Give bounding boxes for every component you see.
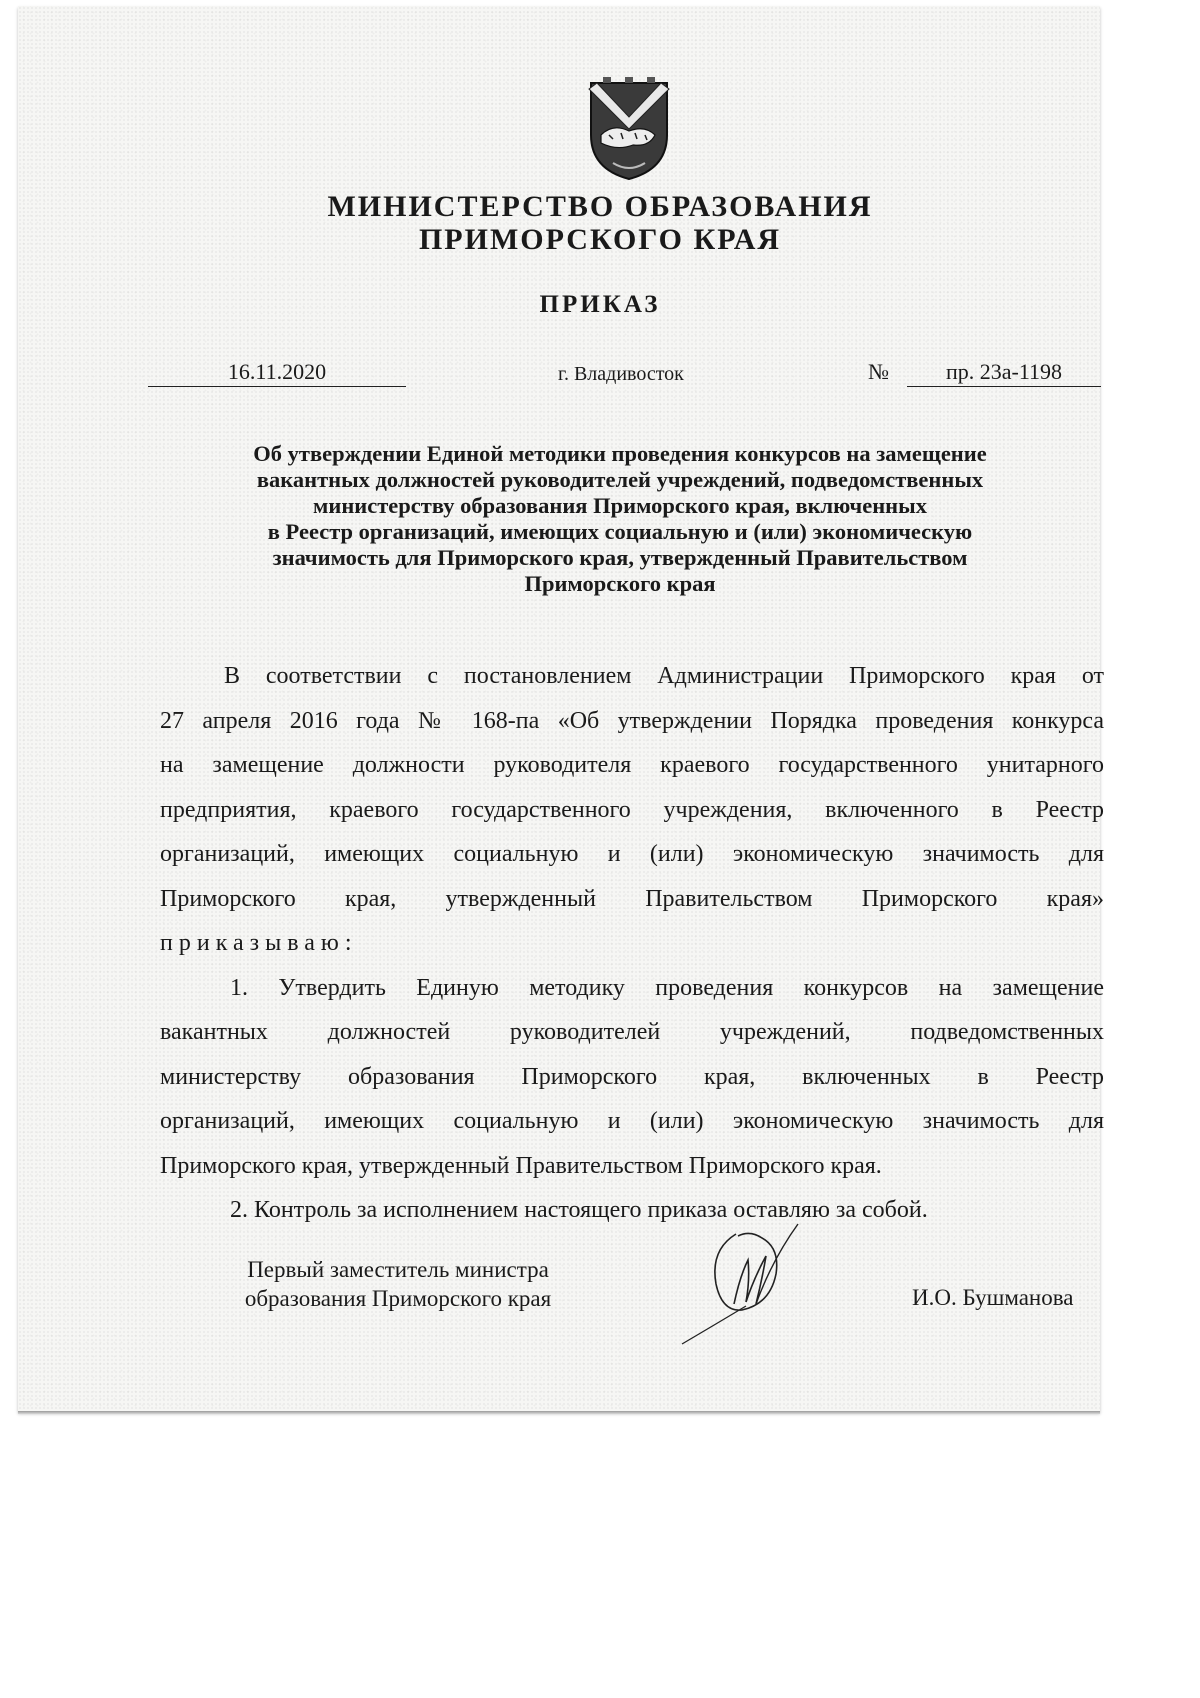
order-number: пр. 23а-1198 xyxy=(907,358,1101,387)
ministry-name-line1: МИНИСТЕРСТВО ОБРАЗОВАНИЯ xyxy=(327,190,873,223)
order-date: 16.11.2020 xyxy=(148,358,406,387)
handwritten-signature-icon xyxy=(676,1220,826,1348)
subject-line: Об утверждении Единой методики проведения конкурсов на замещение xyxy=(253,441,987,466)
number-sign: № xyxy=(868,359,889,384)
subject-line: Приморского края xyxy=(524,571,716,596)
preamble-line: 27 апреля 2016 года № 168-па «Об утверждении Порядка проведения конкурса xyxy=(160,707,1104,734)
page-edge xyxy=(18,1411,1100,1414)
ministry-name-line2: ПРИМОРСКОГО КРАЯ xyxy=(418,223,782,256)
order-word: приказываю: xyxy=(160,930,358,956)
signatory-name: И.О. Бушманова xyxy=(912,1285,1074,1310)
order-subject xyxy=(150,441,1090,597)
document-type-title: ПРИКАЗ xyxy=(539,291,661,318)
coat-of-arms-icon xyxy=(583,77,675,181)
signatory-position-line: Первый заместитель министра xyxy=(247,1257,549,1282)
preamble-line: на замещение должности руководителя краевого государственного унитарного xyxy=(160,752,1104,778)
order-city: г. Владивосток xyxy=(558,363,684,385)
item1-line: Приморского края, утвержденный Правительством Приморского края. xyxy=(160,1152,882,1179)
preamble-line: организаций, имеющих социальную и (или) экономическую значимость для xyxy=(160,841,1104,867)
subject-line: министерству образования Приморского края, включенных xyxy=(313,493,927,518)
preamble-line: Приморского края, утвержденный Правительством Приморского края» xyxy=(160,885,1104,912)
item1-line: министерству образования Приморского края, включенных в Реестр xyxy=(160,1063,1104,1090)
item1-line: вакантных должностей руководителей учреждений, подведомственных xyxy=(160,1019,1104,1045)
signatory-position xyxy=(208,1255,588,1313)
subject-line: значимость для Приморского края, утвержденный Правительством xyxy=(272,545,968,570)
item2-line: 2. Контроль за исполнением настоящего приказа оставляю за собой. xyxy=(230,1197,928,1223)
item1-line: организаций, имеющих социальную и (или) экономическую значимость для xyxy=(160,1108,1104,1134)
preamble-line: предприятия, краевого государственного учреждения, включенного в Реестр xyxy=(160,796,1104,823)
preamble-line: В соответствии с постановлением Администрации Приморского края от xyxy=(224,663,1104,689)
subject-line: в Реестр организаций, имеющих социальную и (или) экономическую xyxy=(267,519,973,544)
order-body xyxy=(160,654,1104,1233)
signatory-position-line: образования Приморского края xyxy=(244,1286,552,1311)
subject-line: вакантных должностей руководителей учреждений, подведомственных xyxy=(256,467,984,492)
item1-line: 1. Утвердить Единую методику проведения конкурсов на замещение xyxy=(230,974,1104,1001)
